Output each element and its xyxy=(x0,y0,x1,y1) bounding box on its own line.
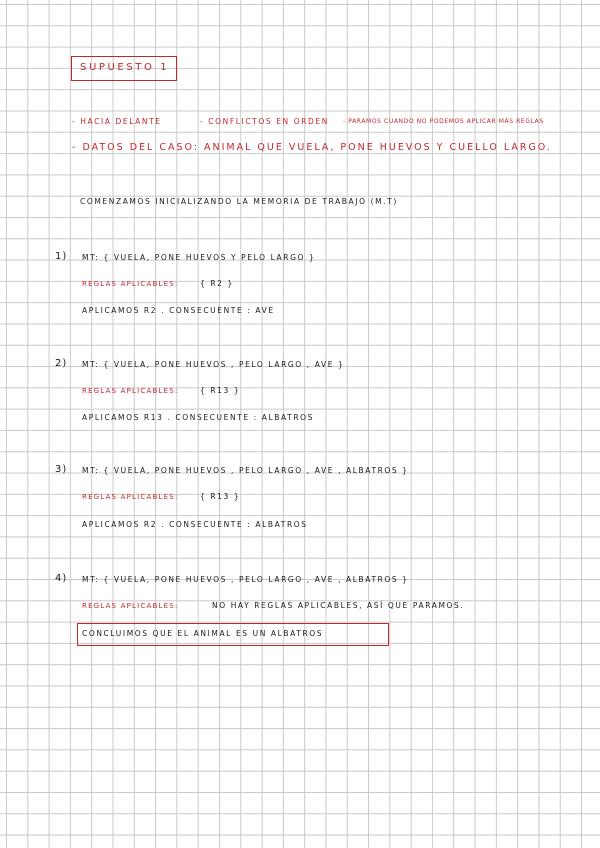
step-aplicamos: APLICAMOS R13 . CONSECUENTE : ALBATROS xyxy=(82,413,315,422)
step-reglas-label: REGLAS APLICABLES: xyxy=(82,280,179,288)
step-mt: MT: { VUELA, PONE HUEVOS , PELO LARGO , AVE } xyxy=(82,360,345,369)
header-item-paramos: - PARAMOS CUANDO NO PODEMOS APLICAR MÁS REGLAS xyxy=(343,118,544,125)
step-reglas-value: { R2 } xyxy=(200,279,234,288)
header-datos-caso: - DATOS DEL CASO: ANIMAL QUE VUELA, PONE HUEVOS Y CUELLO LARGO. xyxy=(72,142,552,153)
step-aplicamos: APLICAMOS R2 . CONSECUENTE : AVE xyxy=(82,306,275,315)
step-number: 3) xyxy=(55,464,68,475)
step-reglas-value: { R13 } xyxy=(200,492,241,501)
step-reglas-value: { R13 } xyxy=(200,386,241,395)
step-reglas-label: REGLAS APLICABLES: xyxy=(82,387,179,395)
step-mt: MT: { VUELA, PONE HUEVOS , PELO LARGO , AVE , ALBATROS } xyxy=(82,575,409,584)
conclusion-text: CONCLUIMOS QUE EL ANIMAL ES UN ALBATROS xyxy=(82,629,324,638)
step-number: 4) xyxy=(55,573,68,584)
step-number: 2) xyxy=(55,358,68,369)
step-number: 1) xyxy=(55,251,68,262)
step-mt: MT: { VUELA, PONE HUEVOS , PELO LARGO , AVE , ALBATROS } xyxy=(82,466,409,475)
header-item-conflictos: - CONFLICTOS EN ORDEN xyxy=(200,117,329,126)
header-item-hacia-delante: - HACIA DELANTE xyxy=(72,117,162,126)
step-reglas-label: REGLAS APLICABLES: xyxy=(82,493,179,501)
page-title: SUPUESTO 1 xyxy=(80,62,170,73)
intro-text: COMENZAMOS INICIALIZANDO LA MEMORIA DE TRABAJO (M.T) xyxy=(80,197,398,206)
step-aplicamos: APLICAMOS R2 . CONSECUENTE : ALBATROS xyxy=(82,520,308,529)
step-reglas-label: REGLAS APLICABLES: xyxy=(82,602,179,610)
step-mt: MT: { VUELA, PONE HUEVOS Y PELO LARGO } xyxy=(82,253,316,262)
step-reglas-value: NO HAY REGLAS APLICABLES, ASÍ QUE PARAMOS. xyxy=(212,601,465,610)
